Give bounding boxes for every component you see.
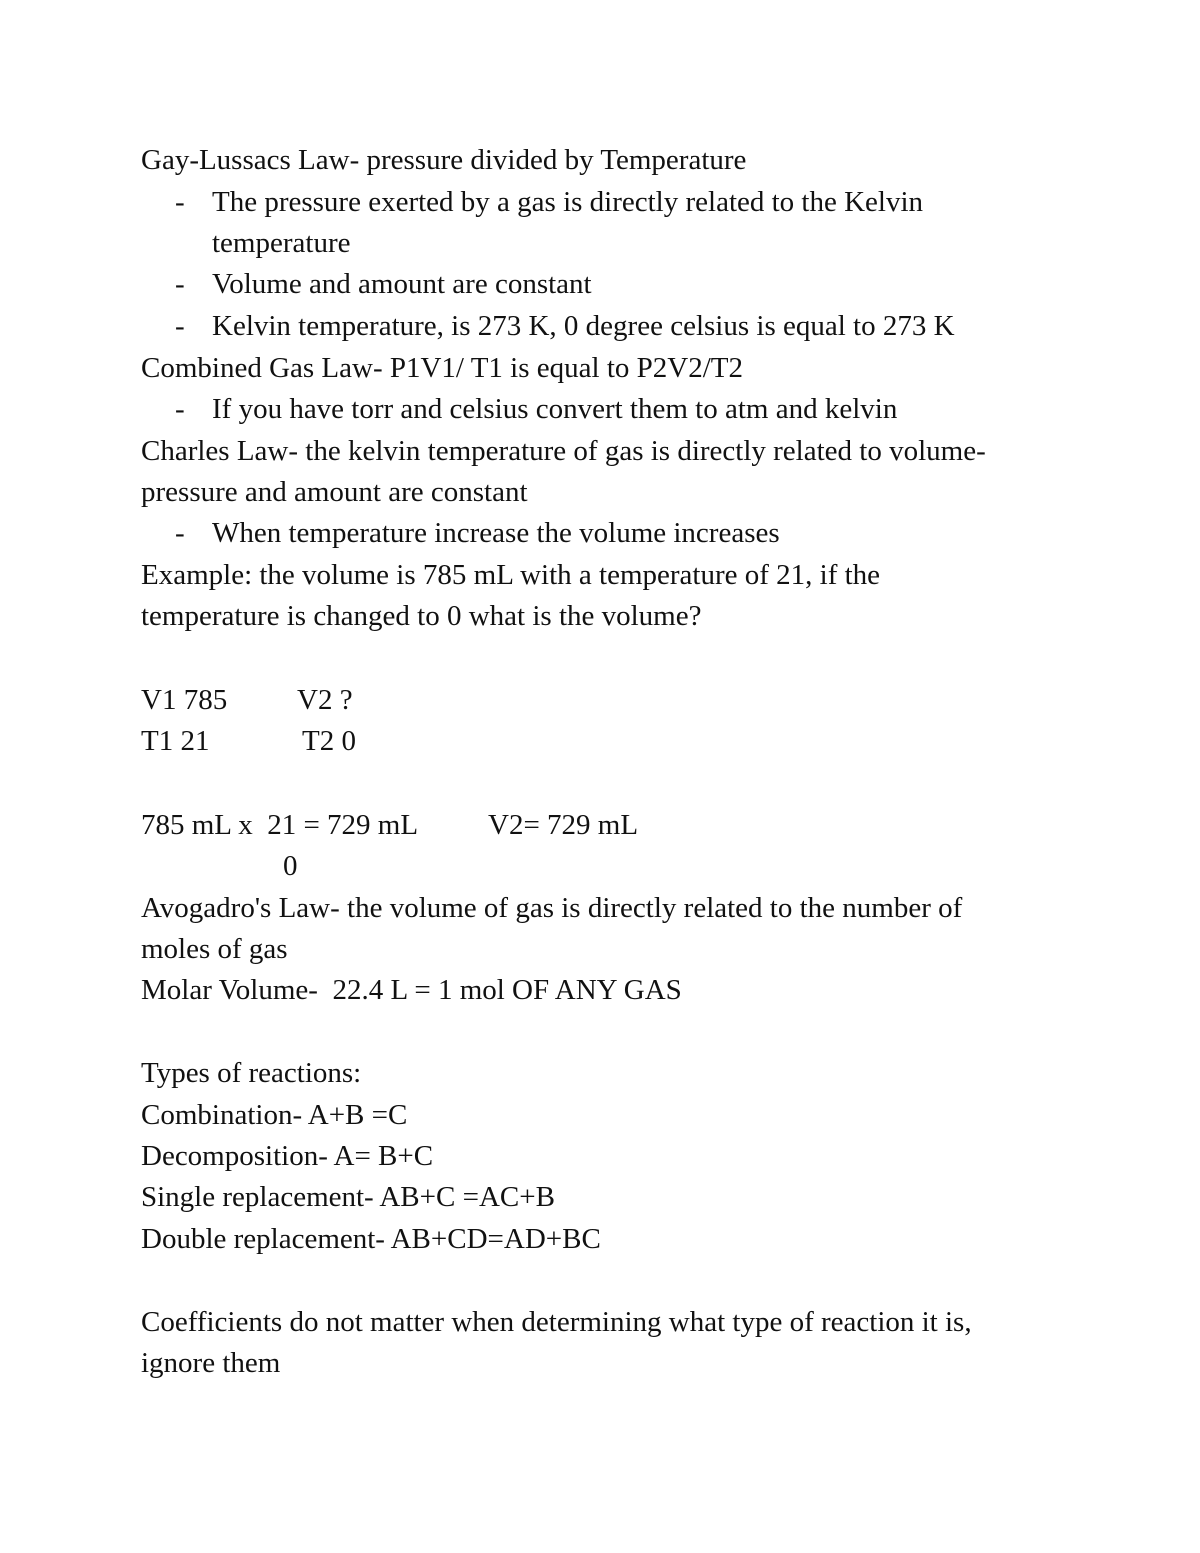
avogadro-law-heading-cont: moles of gas bbox=[141, 933, 288, 965]
t2-value: T2 0 bbox=[302, 725, 356, 757]
gay-lussac-bullet-1-cont: temperature bbox=[212, 227, 351, 259]
reaction-combination: Combination- A+B =C bbox=[141, 1099, 408, 1131]
bullet-dash: - bbox=[175, 186, 185, 218]
bullet-dash: - bbox=[175, 268, 185, 300]
bullet-dash: - bbox=[175, 517, 185, 549]
coefficients-note: Coefficients do not matter when determining what type of reaction it is, bbox=[141, 1306, 972, 1338]
gay-lussac-bullet-2: Volume and amount are constant bbox=[212, 268, 592, 300]
gay-lussac-bullet-3: Kelvin temperature, is 273 K, 0 degree celsius is equal to 273 K bbox=[212, 310, 955, 342]
reaction-decomposition: Decomposition- A= B+C bbox=[141, 1140, 434, 1172]
calc-denominator: 0 bbox=[283, 850, 298, 882]
coefficients-note-cont: ignore them bbox=[141, 1347, 281, 1379]
calc-equation: 785 mL x 21 = 729 mL bbox=[141, 809, 419, 841]
molar-volume: Molar Volume- 22.4 L = 1 mol OF ANY GAS bbox=[141, 974, 682, 1006]
reactions-heading: Types of reactions: bbox=[141, 1057, 362, 1089]
avogadro-law-heading: Avogadro's Law- the volume of gas is directly related to the number of bbox=[141, 892, 963, 924]
reaction-double-replacement: Double replacement- AB+CD=AD+BC bbox=[141, 1223, 601, 1255]
bullet-dash: - bbox=[175, 310, 185, 342]
v1-value: V1 785 bbox=[141, 684, 228, 716]
example-line-1: Example: the volume is 785 mL with a temperature of 21, if the bbox=[141, 559, 881, 591]
gay-lussac-bullet-1: The pressure exerted by a gas is directly related to the Kelvin bbox=[212, 186, 924, 218]
charles-bullet-1: When temperature increase the volume increases bbox=[212, 517, 780, 549]
bullet-dash: - bbox=[175, 393, 185, 425]
t1-value: T1 21 bbox=[141, 725, 210, 757]
combined-gas-law-heading: Combined Gas Law- P1V1/ T1 is equal to P2V2/T2 bbox=[141, 352, 743, 384]
charles-law-heading-cont: pressure and amount are constant bbox=[141, 476, 528, 508]
reaction-single-replacement: Single replacement- AB+C =AC+B bbox=[141, 1181, 555, 1213]
charles-law-heading: Charles Law- the kelvin temperature of gas is directly related to volume- bbox=[141, 435, 986, 467]
gay-lussac-heading: Gay-Lussacs Law- pressure divided by Temperature bbox=[141, 144, 747, 176]
combined-bullet-1: If you have torr and celsius convert them to atm and kelvin bbox=[212, 393, 898, 425]
v2-value: V2 ? bbox=[297, 684, 353, 716]
example-line-2: temperature is changed to 0 what is the volume? bbox=[141, 600, 702, 632]
calc-answer: V2= 729 mL bbox=[488, 809, 639, 841]
